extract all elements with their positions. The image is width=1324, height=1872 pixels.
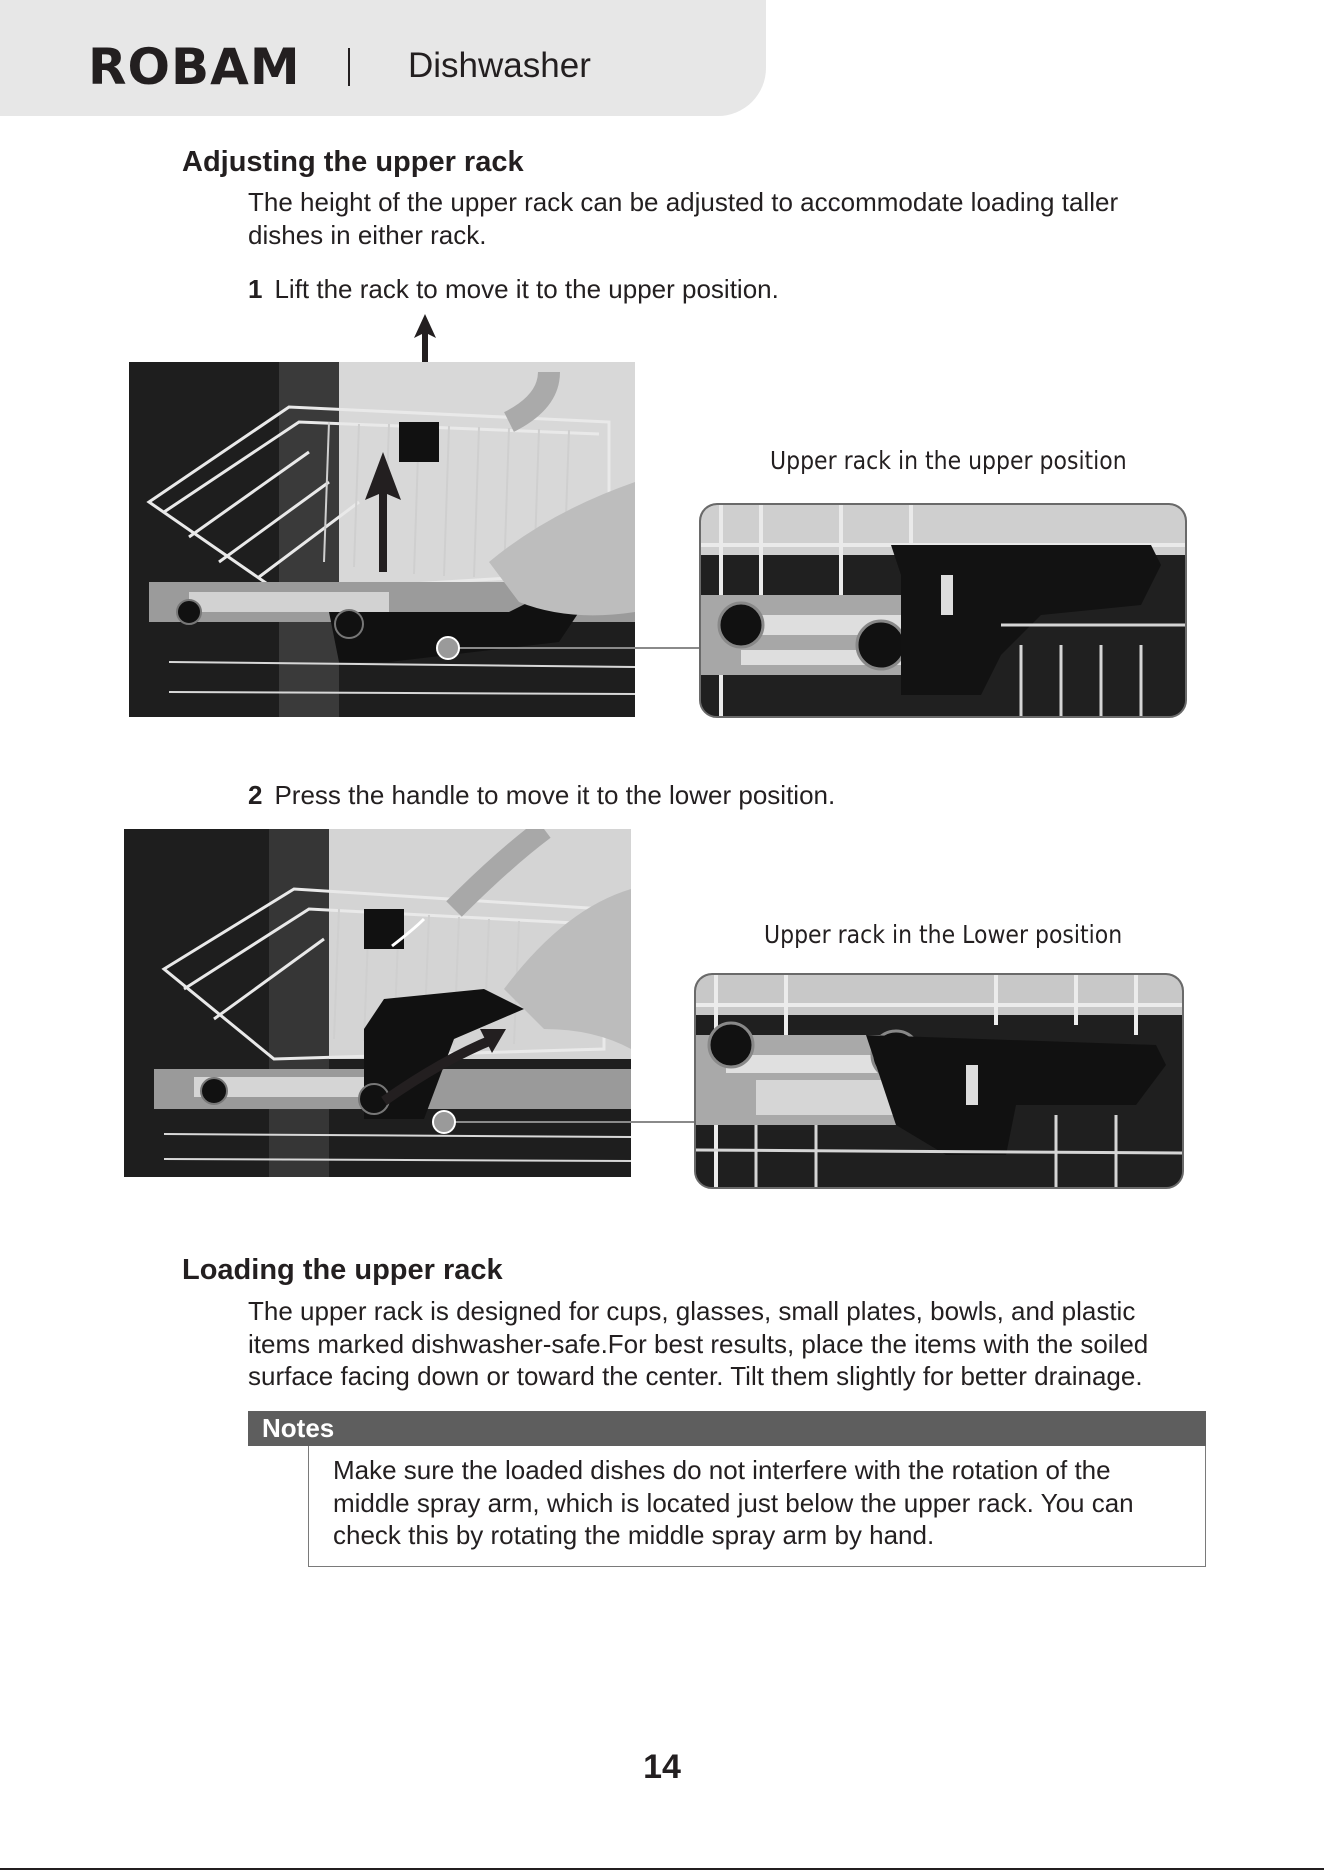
caption-lower-position: Upper rack in the Lower position [764,920,1123,949]
leader-line-2 [443,1121,694,1123]
photo-lift-rack [129,362,635,717]
loading-body-line-3: surface facing down or toward the center. Tilt them slightly for better drainage. [248,1361,1143,1391]
notes-line-2: middle spray arm, which is located just below the upper rack. You can [333,1487,1134,1518]
loading-body-line-2: items marked dishwasher-safe.For best results, place the items with the soiled [248,1328,1149,1359]
leader-dot-2 [432,1110,456,1134]
step-2 [248,780,835,811]
step-2-number: 2 [248,780,263,810]
step-1-text: Lift the rack to move it to the upper position. [274,274,779,304]
notes-label: Notes [248,1411,1206,1446]
inset-lower-position [694,973,1184,1189]
step-1 [248,274,779,305]
notes-line-3: check this by rotating the middle spray arm by hand. [333,1520,935,1550]
loading-body [248,1295,1148,1393]
inset-upper-position [699,503,1187,718]
adjusting-intro [248,186,1118,251]
section-title-loading: Loading the upper rack [182,1254,503,1286]
leader-dot-1 [436,636,460,660]
page-number: 14 [643,1748,681,1786]
brand-logo: ROBAM [88,38,301,96]
step-2-text: Press the handle to move it to the lower position. [274,780,836,810]
section-title-adjusting: Adjusting the upper rack [182,146,524,178]
notes-line-1: Make sure the loaded dishes do not interfere with the rotation of the [333,1455,1111,1485]
notes-content [308,1446,1206,1567]
header-divider [348,48,350,86]
leader-line-1 [447,647,699,649]
adjusting-intro-line-2: dishes in either rack. [248,219,487,250]
bottom-rule [0,1868,1324,1870]
header-product-title: Dishwasher [408,46,591,85]
notes-box [248,1411,1206,1567]
photo-press-handle [124,829,631,1177]
loading-body-line-1: The upper rack is designed for cups, glasses, small plates, bowls, and plastic [248,1296,1136,1326]
step-1-number: 1 [248,274,263,304]
caption-upper-position: Upper rack in the upper position [770,446,1127,475]
adjusting-intro-line-1: The height of the upper rack can be adjusted to accommodate loading taller [248,187,1119,217]
